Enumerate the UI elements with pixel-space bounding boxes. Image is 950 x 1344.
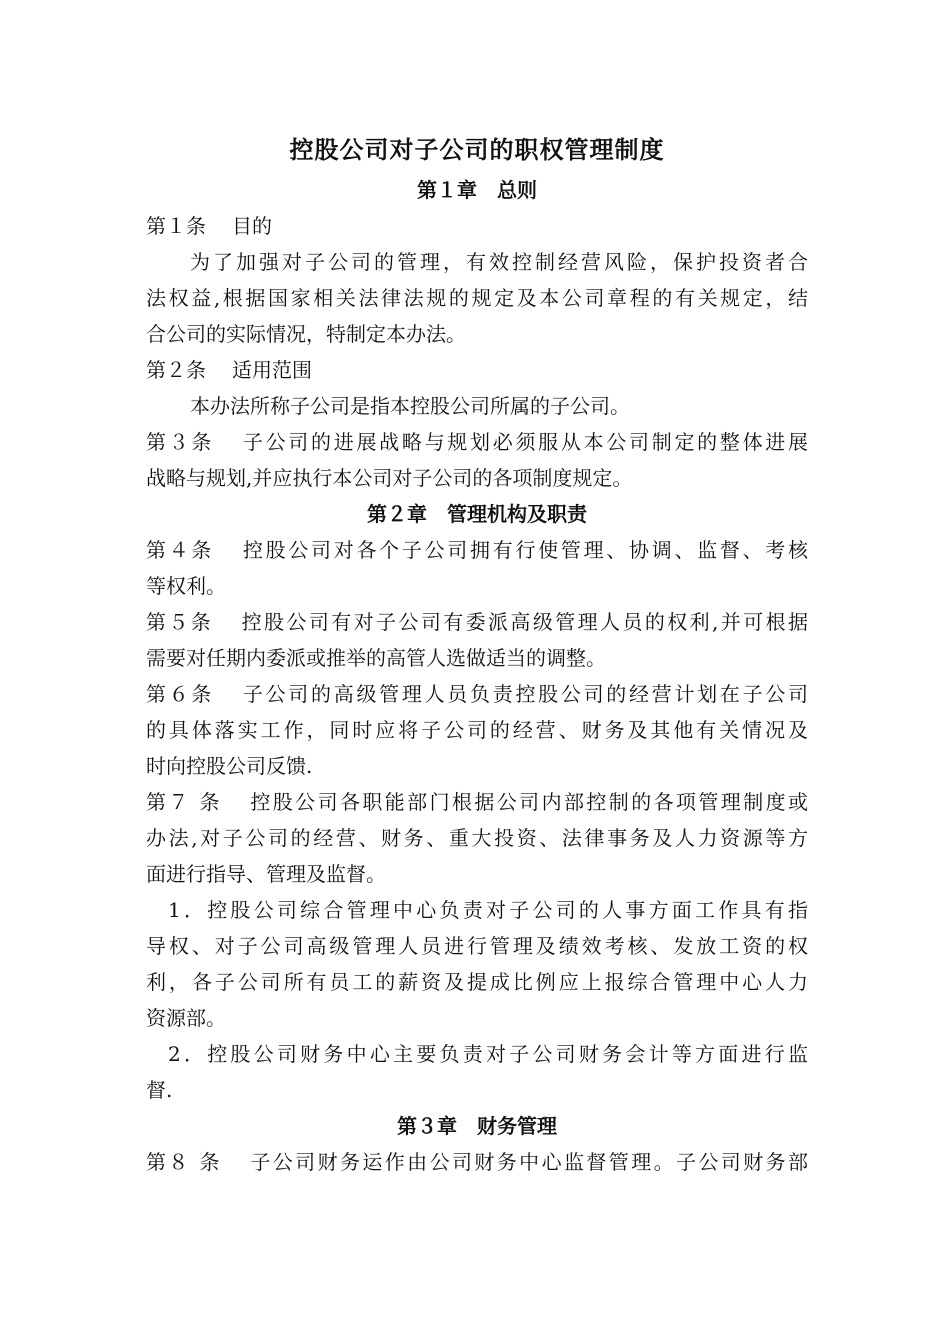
article-number: 第４条: [146, 538, 215, 562]
paragraph-line: 利，各子公司所有员工的薪资及提成比例应上报综合管理中心人力: [146, 970, 808, 994]
article-5-line: [146, 604, 808, 640]
paragraph-text: 控股公司有对子公司有委派高级管理人员的权利,并可根据: [239, 610, 809, 634]
paragraph-text: 控股公司各职能部门根据公司内部控制的各项管理制度或: [247, 790, 809, 814]
article-3-line: [146, 424, 808, 460]
paragraph-line: 时向控股公司反馈.: [146, 754, 313, 778]
paragraph-line: 督.: [146, 1078, 173, 1102]
paragraph-text: 子公司的高级管理人员负责控股公司的经营计划在子公司: [240, 682, 809, 706]
article-number: 第８ 条: [146, 1150, 222, 1174]
paragraph-text: 子公司的进展战略与规划必须服从本公司制定的整体进展: [240, 430, 809, 454]
article-1-heading: [146, 208, 808, 244]
paragraph-line: 等权利。: [146, 574, 226, 598]
article-7-line: [146, 784, 808, 820]
paragraph-line: 资源部。: [146, 1006, 226, 1030]
paragraph-line: 导权、对子公司高级管理人员进行管理及绩效考核、发放工资的权: [146, 934, 808, 958]
paragraph-line: 为了加强对子公司的管理，有效控制经营风险，保护投资者合: [190, 250, 808, 274]
article-number: 第７ 条: [146, 790, 222, 814]
paragraph-line: 合公司的实际情况，特制定本办法。: [146, 322, 466, 346]
paragraph-line: 需要对任期内委派或推举的高管人选做适当的调整。: [146, 646, 606, 670]
list-item-2-line: 2．控股公司财务中心主要负责对子公司财务会计等方面进行监: [168, 1042, 808, 1066]
article-number: 第６条: [146, 682, 215, 706]
chapter-2-heading: 第２章 管理机构及职责: [367, 502, 587, 526]
article-number: 第３条: [146, 430, 215, 454]
article-number: 第２条: [146, 358, 206, 382]
chapter-1-heading: 第１章 总则: [417, 178, 537, 202]
document-body: [146, 128, 808, 1180]
document-title: 控股公司对子公司的职权管理制度: [289, 135, 665, 164]
paragraph-line: 法权益,根据国家相关法律法规的规定及本公司章程的有关规定，结: [146, 286, 808, 310]
article-number: 第１条: [146, 214, 206, 238]
article-2-heading: [146, 352, 808, 388]
paragraph-line: 办法,对子公司的经营、财务、重大投资、法律事务及人力资源等方: [146, 826, 808, 850]
paragraph-line: 面进行指导、管理及监督。: [146, 862, 386, 886]
article-number: 第５条: [146, 610, 214, 634]
article-title: 适用范围: [232, 358, 312, 382]
paragraph-line: 本办法所称子公司是指本控股公司所属的子公司。: [190, 394, 630, 418]
article-8-line: [146, 1144, 808, 1180]
article-6-line: [146, 676, 808, 712]
article-title: 目的: [232, 214, 272, 238]
chapter-3-heading: 第３章 财务管理: [397, 1114, 557, 1138]
paragraph-text: 子公司财务运作由公司财务中心监督管理。子公司财务部: [247, 1150, 809, 1174]
paragraph-text: 控股公司对各个子公司拥有行使管理、协调、监督、考核: [240, 538, 809, 562]
list-item-1-line: 1．控股公司综合管理中心负责对子公司的人事方面工作具有指: [168, 898, 808, 922]
paragraph-line: 的具体落实工作，同时应将子公司的经营、财务及其他有关情况及: [146, 718, 808, 742]
paragraph-line: 战略与规划,并应执行本公司对子公司的各项制度规定。: [146, 466, 633, 490]
article-4-line: [146, 532, 808, 568]
